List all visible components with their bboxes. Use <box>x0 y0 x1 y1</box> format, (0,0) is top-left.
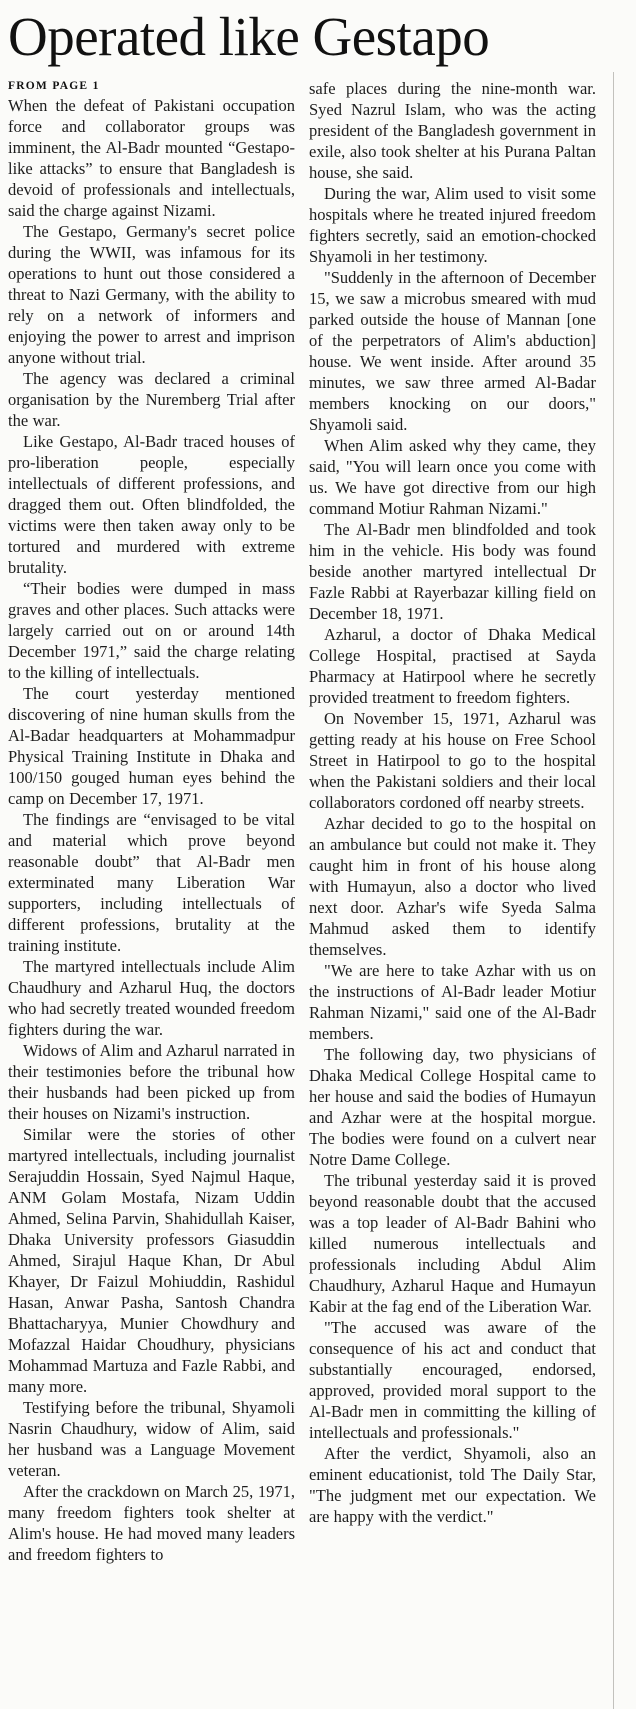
column-rule-divider <box>613 72 614 1709</box>
paragraph: During the war, Alim used to visit some hospitals where he treated injured freedom fighters secretly, said an emotion-chocked Shyamoli in her testimony. <box>309 183 596 266</box>
paragraph: After the crackdown on March 25, 1971, many freedom fighters took shelter at Alim's house. He had moved many leaders and freedom fighters to <box>8 1481 295 1564</box>
paragraph: “Their bodies were dumped in mass graves and other places. Such attacks were largely carried out on or around 14th December 1971,” said the charge relating to the killing of intellectuals. <box>8 578 295 682</box>
paragraph: The findings are “envisaged to be vital and material which prove beyond reasonable doubt” that Al-Badr men exterminated many Liberation War supporters, including intellectuals of different professions, brutality at the training institute. <box>8 809 295 955</box>
paragraph: On November 15, 1971, Azharul was getting ready at his house on Free School Street in Hatirpool to go to the hospital when the Pakistani soldiers and their local collaborators cordoned off nearby streets. <box>309 708 596 812</box>
paragraph: "We are here to take Azhar with us on the instructions of Al-Badr leader Motiur Rahman Nizami," said one of the Al-Badr members. <box>309 960 596 1043</box>
paragraph: The martyred intellectuals include Alim Chaudhury and Azharul Huq, the doctors who had secretly treated wounded freedom fighters during the war. <box>8 956 295 1039</box>
paragraph: safe places during the nine-month war. Syed Nazrul Islam, who was the acting president of the Bangladesh government in exile, also took shelter at his Purana Paltan house, she said. <box>309 78 596 182</box>
paragraph: The court yesterday mentioned discovering of nine human skulls from the Al-Badar headquarters at Mohammadpur Physical Training Institute in Dhaka and 100/150 gouged human eyes behind the camp on December 17, 1971. <box>8 683 295 808</box>
right-column <box>309 78 596 1527</box>
left-column <box>8 78 295 1565</box>
paragraph: When Alim asked why they came, they said, "You will learn once you come with us. We have got directive from our high command Motiur Rahman Nizami." <box>309 435 596 518</box>
paragraph: After the verdict, Shyamoli, also an eminent educationist, told The Daily Star, "The judgment met our expectation. We are happy with the verdict." <box>309 1443 596 1526</box>
paragraph: Like Gestapo, Al-Badr traced houses of pro-liberation people, especially intellectuals of different professions, and dragged them out. Often blindfolded, the victims were then taken away only to be tortured and murdered with extreme brutality. <box>8 431 295 577</box>
paragraph: Azharul, a doctor of Dhaka Medical College Hospital, practised at Sayda Pharmacy at Hatirpool where he secretly provided treatment to freedom fighters. <box>309 624 596 707</box>
paragraph: The Gestapo, Germany's secret police during the WWII, was infamous for its operations to hunt out those considered a threat to Nazi Germany, with the ability to rely on a network of informers and enjoying the power to arrest and imprison anyone without trial. <box>8 221 295 367</box>
paragraph: Widows of Alim and Azharul narrated in their testimonies before the tribunal how their husbands had been picked up from their houses on Nizami's instruction. <box>8 1040 295 1123</box>
headline: Operated like Gestapo <box>8 6 490 67</box>
paragraph: When the defeat of Pakistani occupation force and collaborator groups was imminent, the Al-Badr mounted “Gestapo-like attacks” to ensure that Bangladesh is devoid of professionals and intellectuals, said the charge against Nizami. <box>8 95 295 220</box>
paragraph: The Al-Badr men blindfolded and took him in the vehicle. His body was found beside another martyred intellectual Dr Fazle Rabbi at Rayerbazar killing field on December 18, 1971. <box>309 519 596 623</box>
paragraph: "The accused was aware of the consequence of his act and conduct that substantially encouraged, endorsed, approved, provided moral support to the Al-Badr men in committing the killing of intellectuals and professionals." <box>309 1317 596 1442</box>
paragraph: The agency was declared a criminal organisation by the Nuremberg Trial after the war. <box>8 368 295 430</box>
paragraph: "Suddenly in the afternoon of December 15, we saw a microbus smeared with mud parked outside the house of Mannan [one of the perpetrators of Alim's abduction] house. We went inside. After around 35 minutes, we saw three armed Al-Badar members knocking on our doors," Shyamoli said. <box>309 267 596 434</box>
article-body <box>8 78 596 1565</box>
paragraph: Testifying before the tribunal, Shyamoli Nasrin Chaudhury, widow of Alim, said her husband was a Language Movement veteran. <box>8 1397 295 1480</box>
paragraph: The tribunal yesterday said it is proved beyond reasonable doubt that the accused was a top leader of Al-Badr Bahini who killed numerous intellectuals and professionals including Abdul Alim Chaudhury, Azharul Haque and Humayun Kabir at the fag end of the Liberation War. <box>309 1170 596 1316</box>
paragraph: Similar were the stories of other martyred intellectuals, including journalist Serajuddin Hossain, Syed Najmul Haque, ANM Golam Mostafa, Nizam Uddin Ahmed, Selina Parvin, Shahidullah Kaiser, Dhaka University professors Giasuddin Ahmed, Sirajul Haque Khan, Dr Abul Khayer, Dr Faizul Mohiuddin, Rashidul Hasan, Anwar Pasha, Santosh Chandra Bhattacharyya, Munier Chowdhury and Mofazzal Haidar Choudhury, physicians Mohammad Martuza and Fazle Rabbi, and many more. <box>8 1124 295 1396</box>
paragraph: The following day, two physicians of Dhaka Medical College Hospital came to her house and said the bodies of Humayun and Azhar were at the hospital morgue. The bodies were found on a culvert near Notre Dame College. <box>309 1044 596 1169</box>
paragraph: Azhar decided to go to the hospital on an ambulance but could not make it. They caught him in front of his house along with Humayun, also a doctor who lived next door. Azhar's wife Syeda Salma Mahmud asked them to identify themselves. <box>309 813 596 959</box>
left-column-paragraphs <box>8 95 295 1565</box>
from-page-kicker: FROM PAGE 1 <box>8 79 100 92</box>
right-column-paragraphs <box>309 78 596 1527</box>
